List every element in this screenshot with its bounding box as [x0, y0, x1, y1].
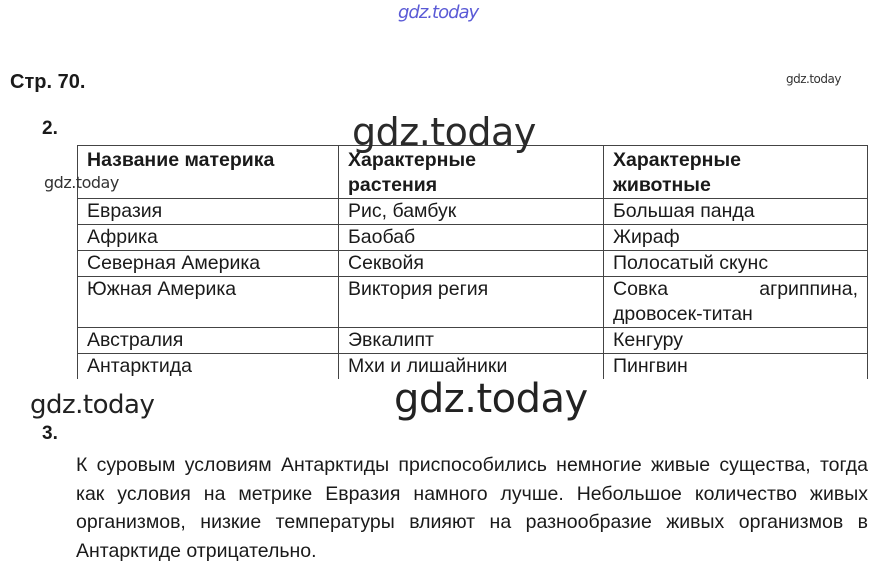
cell-animals-word-2: агриппина, [759, 278, 858, 300]
page-title: Стр. 70. [10, 71, 86, 93]
cell-plants: Мхи и лишайники [339, 354, 604, 380]
cell-continent: Евразия [78, 199, 339, 225]
table-row [78, 251, 868, 277]
watermark-large-2: gdz.today [394, 376, 588, 422]
cell-continent: Австралия [78, 328, 339, 354]
cell-animals: Полосатый скунс [604, 251, 868, 277]
task-2-number: 2. [42, 118, 58, 139]
watermark-left-2: gdz.today [30, 390, 155, 420]
header-plants-text: Характерные растения [348, 149, 476, 196]
cell-continent: Южная Америка [78, 277, 339, 328]
cell-continent: Северная Америка [78, 251, 339, 277]
cell-animals-line-1 [613, 277, 858, 302]
cell-animals: Пингвин [604, 354, 868, 380]
watermark-left-1: gdz.today [44, 173, 119, 192]
watermark-top: gdz.today [398, 2, 479, 23]
cell-plants: Рис, бамбук [339, 199, 604, 225]
watermark-small-right: gdz.today [786, 72, 841, 86]
header-animals [604, 146, 868, 199]
cell-animals [604, 277, 868, 328]
table-row [78, 277, 868, 328]
header-continent: Название материка [78, 146, 339, 199]
header-animals-text: Характерные животные [613, 149, 741, 196]
table-row [78, 328, 868, 354]
continents-table [77, 145, 868, 379]
cell-animals: Жираф [604, 225, 868, 251]
table-row [78, 225, 868, 251]
cell-plants: Эвкалипт [339, 328, 604, 354]
task-3-number: 3. [42, 423, 58, 444]
cell-continent: Антарктида [78, 354, 339, 380]
task-3-answer: К суровым условиям Антарктиды приспособились немногие живые существа, тогда как условия на метрике Евразия намного лучше. Небольшое количество живых организмов, низкие температуры влияют на разнообразие живых организмов в Антарктиде отрицательно. [76, 454, 868, 562]
cell-continent: Африка [78, 225, 339, 251]
cell-animals-word-1: Совка [613, 278, 669, 300]
cell-plants: Секвойя [339, 251, 604, 277]
cell-plants: Баобаб [339, 225, 604, 251]
cell-animals: Кенгуру [604, 328, 868, 354]
table-row [78, 199, 868, 225]
cell-plants: Виктория регия [339, 277, 604, 328]
watermark-large-1: gdz.today [352, 110, 536, 154]
cell-animals: Большая панда [604, 199, 868, 225]
cell-animals-line-2: дровосек-титан [613, 303, 753, 325]
